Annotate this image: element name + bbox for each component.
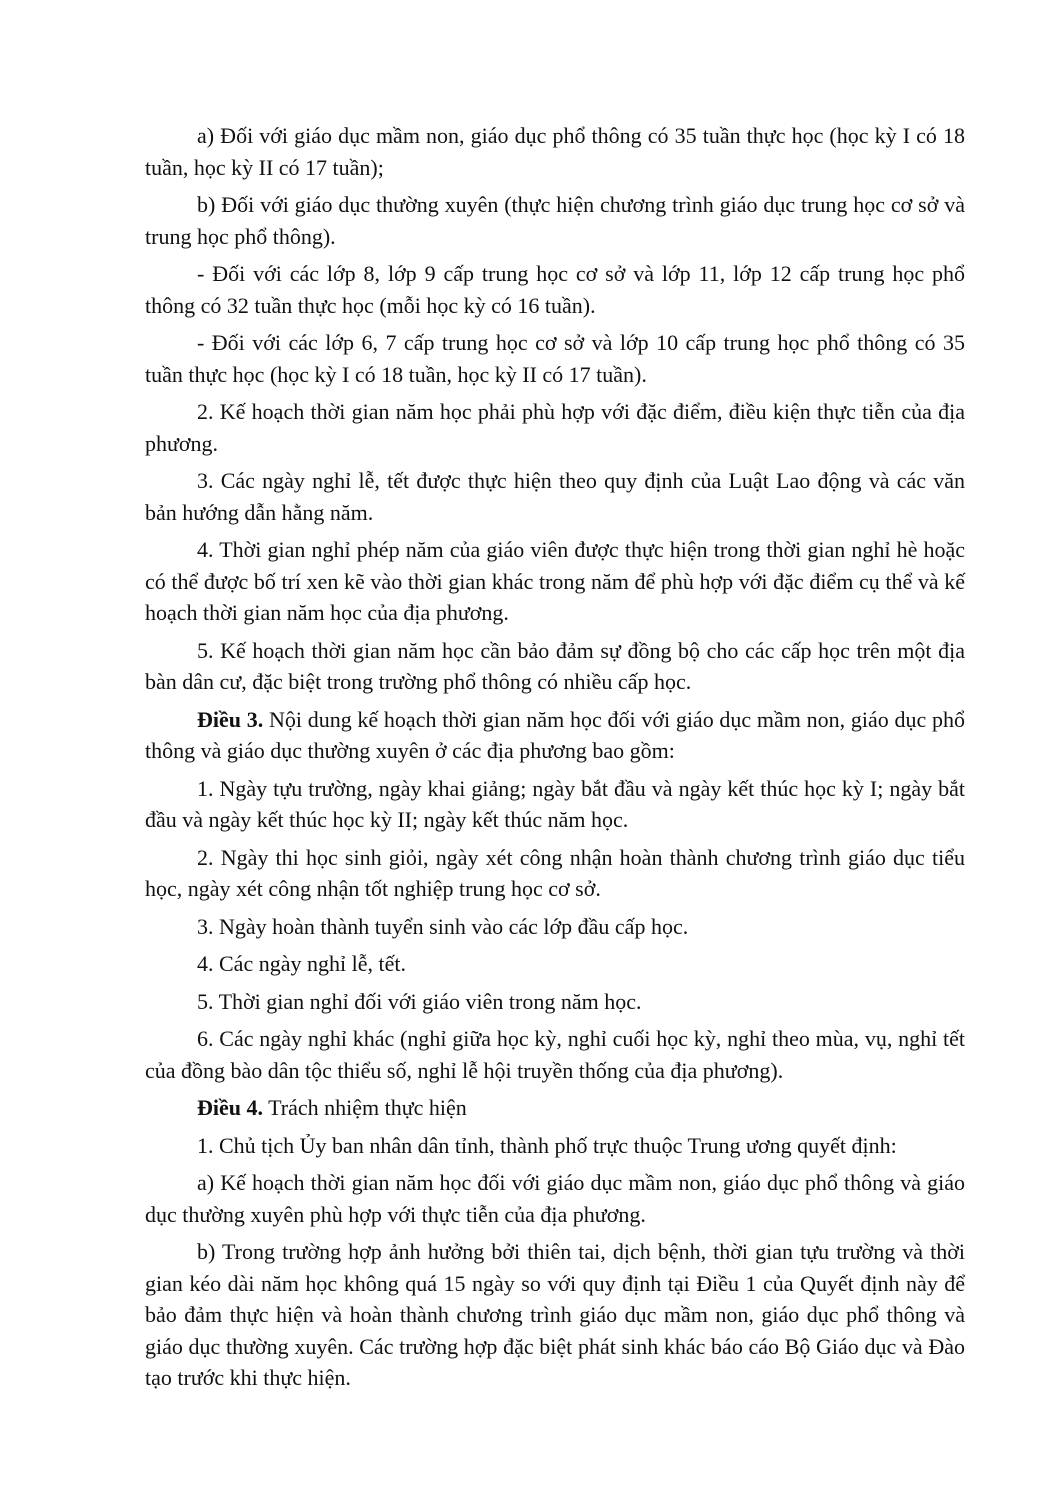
paragraph-text: 3. Các ngày nghỉ lễ, tết được thực hiện theo quy định của Luật Lao động và các văn bản hướng dẫn hằng năm. xyxy=(145,468,965,525)
paragraph-text: 4. Thời gian nghỉ phép năm của giáo viên được thực hiện trong thời gian nghỉ hè hoặc có thể được bố trí xen kẽ vào thời gian khác trong năm để phù hợp với đặc điểm cụ thể và kế hoạch thời gian năm học của địa phương. xyxy=(145,537,965,625)
paragraph-14 xyxy=(145,986,965,1018)
article-3-label: Điều 3. xyxy=(197,706,264,732)
paragraph-text: a) Kế hoạch thời gian năm học đối với giáo dục mầm non, giáo dục phổ thông và giáo dục thường xuyên phù hợp với thực tiễn của địa phương. xyxy=(145,1170,965,1227)
article-4-heading xyxy=(145,1092,965,1124)
paragraph-text: - Đối với các lớp 6, 7 cấp trung học cơ sở và lớp 10 cấp trung học phổ thông có 35 tuần thực học (học kỳ I có 18 tuần, học kỳ II có 17 tuần). xyxy=(145,330,965,387)
paragraph-text: 5. Kế hoạch thời gian năm học cần bảo đảm sự đồng bộ cho các cấp học trên một địa bàn dân cư, đặc biệt trong trường phổ thông có nhiều cấp học. xyxy=(145,637,965,694)
paragraph-text: - Đối với các lớp 8, lớp 9 cấp trung học cơ sở và lớp 11, lớp 12 cấp trung học phổ thông có 32 tuần thực học (mỗi học kỳ có 16 tuần). xyxy=(145,261,965,318)
paragraph-2 xyxy=(145,189,965,252)
paragraph-text: 1. Ngày tựu trường, ngày khai giảng; ngày bắt đầu và ngày kết thúc học kỳ I; ngày bắt đầu và ngày kết thúc học kỳ II; ngày kết thúc năm học. xyxy=(145,775,965,832)
paragraph-text: 5. Thời gian nghỉ đối với giáo viên trong năm học. xyxy=(197,988,642,1014)
paragraph-11 xyxy=(145,842,965,905)
paragraph-text: a) Đối với giáo dục mầm non, giáo dục phổ thông có 35 tuần thực học (học kỳ I có 18 tuần, học kỳ II có 17 tuần); xyxy=(145,123,965,180)
paragraph-7 xyxy=(145,534,965,629)
paragraph-5 xyxy=(145,396,965,459)
paragraph-text: Trách nhiệm thực hiện xyxy=(263,1095,467,1120)
paragraph-text: b) Trong trường hợp ảnh hưởng bởi thiên tai, dịch bệnh, thời gian tựu trường và thời gian kéo dài năm học không quá 15 ngày so với quy định tại Điều 1 của Quyết định này để bảo đảm thực hiện và hoàn thành chương trình giáo dục mầm non, giáo dục phổ thông và giáo dục thường xuyên. Các trường hợp đặc biệt phát sinh khác báo cáo Bộ Giáo dục và Đào tạo trước khi thực hiện. xyxy=(145,1239,965,1390)
paragraph-15 xyxy=(145,1023,965,1086)
paragraph-19 xyxy=(145,1236,965,1394)
paragraph-1 xyxy=(145,120,965,183)
paragraph-13 xyxy=(145,948,965,980)
paragraph-8 xyxy=(145,635,965,698)
paragraph-text: 2. Ngày thi học sinh giỏi, ngày xét công nhận hoàn thành chương trình giáo dục tiểu học, ngày xét công nhận tốt nghiệp trung học cơ sở. xyxy=(145,844,965,901)
paragraph-3 xyxy=(145,258,965,321)
article-3-intro xyxy=(145,704,965,767)
paragraph-text: 4. Các ngày nghỉ lễ, tết. xyxy=(197,951,406,976)
paragraph-12 xyxy=(145,911,965,943)
paragraph-text: 3. Ngày hoàn thành tuyển sinh vào các lớp đầu cấp học. xyxy=(197,913,689,939)
paragraph-text: 6. Các ngày nghỉ khác (nghỉ giữa học kỳ, nghỉ cuối học kỳ, nghỉ theo mùa, vụ, nghỉ tết của đồng bào dân tộc thiểu số, nghỉ lễ hội truyền thống của địa phương). xyxy=(145,1026,965,1083)
paragraph-6 xyxy=(145,465,965,528)
paragraph-10 xyxy=(145,773,965,836)
paragraph-4 xyxy=(145,327,965,390)
paragraph-text: 1. Chủ tịch Ủy ban nhân dân tỉnh, thành phố trực thuộc Trung ương quyết định: xyxy=(197,1132,897,1158)
paragraph-text: b) Đối với giáo dục thường xuyên (thực hiện chương trình giáo dục trung học cơ sở và trung học phổ thông). xyxy=(145,192,965,249)
paragraph-text: 2. Kế hoạch thời gian năm học phải phù hợp với đặc điểm, điều kiện thực tiễn của địa phương. xyxy=(145,399,965,456)
paragraph-17 xyxy=(145,1130,965,1162)
paragraph-18 xyxy=(145,1167,965,1230)
article-4-label: Điều 4. xyxy=(197,1095,263,1120)
paragraph-text: Nội dung kế hoạch thời gian năm học đối với giáo dục mầm non, giáo dục phổ thông và giáo dục thường xuyên ở các địa phương bao gồm: xyxy=(145,706,965,763)
